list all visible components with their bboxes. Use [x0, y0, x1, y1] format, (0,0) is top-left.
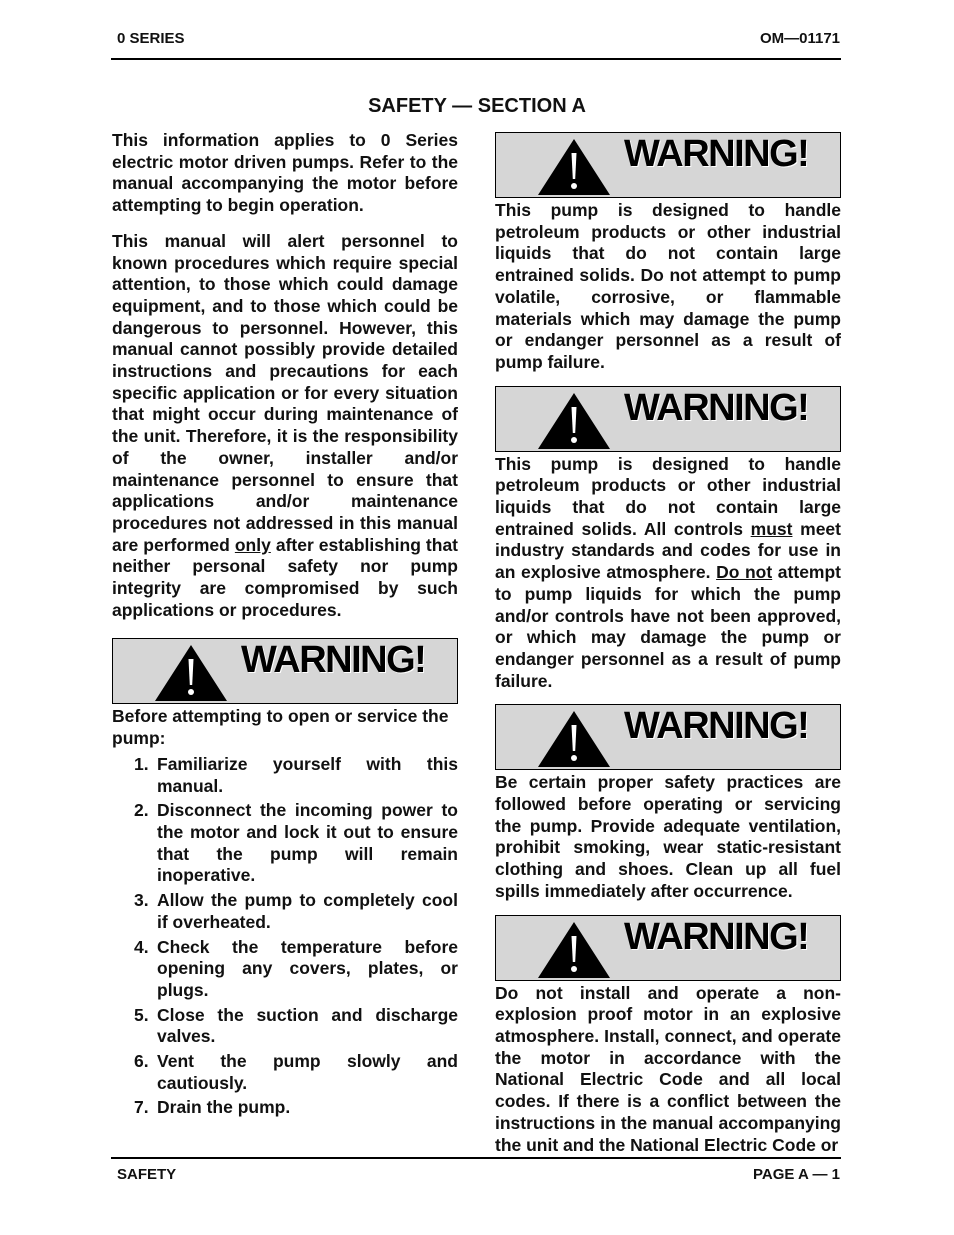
must-emphasis: must [750, 518, 793, 539]
list-item: 2. Disconnect the incoming power to the motor and lock it out to ensure that the pump will remain inoperative. [134, 800, 458, 886]
warning-label: WARNING! [624, 915, 809, 958]
warning-box [495, 704, 841, 770]
footer-page-number: PAGE A — 1 [753, 1166, 840, 1183]
list-item: 4. Check the temperature before opening any covers, plates, or plugs. [134, 936, 458, 1000]
header-rule [111, 58, 841, 60]
warning-box [495, 386, 841, 452]
list-item: 5. Close the suction and discharge valves. [134, 1004, 458, 1047]
warning-lead: Before attempting to open or service the pump: [112, 706, 449, 749]
header-doc-number: OM—01171 [759, 30, 840, 47]
warning-triangle-icon [536, 709, 612, 769]
warning-box [495, 132, 841, 198]
warning-body [112, 706, 458, 1119]
alert-emphasis: only [234, 534, 271, 555]
warning-petroleum-text: This pump is designed to handle petroleum products or other industrial liquids that do not contain large entrained solids. Do not attempt to pump volatile, corrosive, or flammable materials which may damage the pump or endanger personnel as a result of pump failure. [495, 200, 841, 372]
warning-triangle-icon [536, 920, 612, 980]
warning-safety-practices-text: Be certain proper safety practices are followed before operating or servicing the pump. Provide adequate ventilation, prohibit smoking, wear static-resistant clothing and shoes. Clean up all fuel spills immediately after occurrence. [495, 772, 841, 901]
warning-triangle-icon [536, 391, 612, 451]
list-item: 7. Drain the pump. [134, 1097, 291, 1118]
warning-controls-text: This pump is designed to handle petroleum products or other industrial liquids that do not contain large entrained solids. All controls must meet industry standards and codes for use in an explosive atmosphere. Do not attempt to pump liquids for which the pump and/or controls have not been approved, or which may damage the pump or endanger personnel as a result of pump failure. [495, 453, 842, 691]
warning-box [112, 638, 458, 704]
warning-box [495, 915, 841, 981]
do-not-emphasis: Do not [716, 562, 773, 583]
warning-triangle-icon [153, 643, 229, 703]
list-item: 3. Allow the pump to completely cool if overheated. [134, 890, 458, 932]
left-column [112, 130, 458, 1122]
footer-rule [111, 1157, 841, 1159]
alert-text-1: This manual will alert personnel to known procedures which require special attention, to those which could damage equipment, and to those which could be dangerous to personnel. However, this manual cannot possibly provide detailed instructions and precautions for each specific application or for every situation that might occur during maintenance of the unit. Therefore, it is the responsibility of the owner, installer and/or maintenance personnel to ensure that applications and/or maintenance procedures not addressed in this manual are performed [112, 230, 458, 555]
header-series: 0 SERIES [117, 30, 185, 47]
warning-label: WARNING! [624, 133, 809, 175]
warning-label: WARNING! [241, 639, 426, 682]
service-steps-list [112, 754, 458, 1119]
warning-label: WARNING! [624, 386, 809, 429]
warning-explosion-proof-text: Do not install and operate a non-explosion proof motor in an explosive atmosphere. Install, connect, and operate the motor in accordance with the National Electric Code and all local codes. If there is a conflict between the instructions in the manual accompanying the unit and the National Electric Code or [495, 982, 841, 1155]
right-column [495, 132, 841, 1156]
intro-paragraph: This information applies to 0 Series electric motor driven pumps. Refer to the manual accompanying the motor before attempting to begin operation. [112, 130, 458, 216]
warning-triangle-icon [536, 137, 612, 197]
warning-label: WARNING! [624, 705, 809, 748]
list-item: 6. Vent the pump slowly and cautiously. [134, 1051, 458, 1093]
section-title: SAFETY — SECTION A [368, 95, 586, 117]
alert-text-2: after establishing that neither personal safety nor pump integrity are compromised by such applications or procedures. [112, 534, 459, 620]
alert-paragraph [112, 231, 458, 622]
list-item: 1. Familiarize yourself with this manual. [134, 753, 458, 796]
footer-section: SAFETY [117, 1166, 177, 1183]
